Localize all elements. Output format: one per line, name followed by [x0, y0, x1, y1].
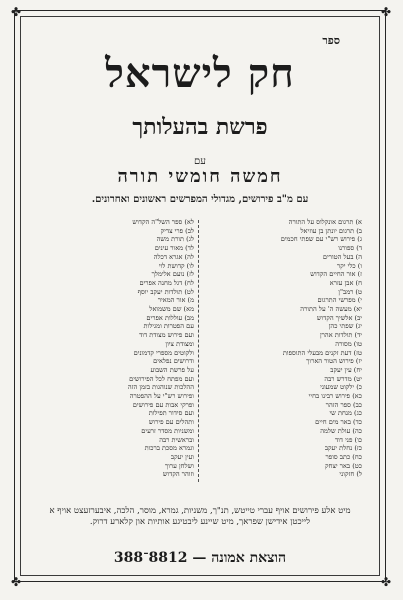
commentary-list-right	[202, 218, 362, 490]
list-item: יח) עין יעקב	[330, 365, 362, 374]
list-item: מ) אור המאיר	[157, 296, 194, 305]
list-item: ומשניות מסדר זרעים	[141, 426, 194, 435]
list-item: ועין יעקב	[170, 452, 194, 461]
list-item: לח) דגל מחנה אפרים	[139, 278, 194, 287]
corner-ornament-icon: ✤	[380, 5, 392, 19]
list-item: כג) מנחת שי	[329, 409, 362, 418]
commentaries-subtitle: עם מ"ב פירושים, מגדולי המפרשים ראשונים ואחרונים.	[91, 194, 309, 205]
list-item: ג) פירוש רש"י עם שפתי חכמים	[280, 235, 362, 244]
sefer-label: ספר	[322, 34, 340, 47]
list-item: כד) באר מים חיים	[315, 418, 362, 427]
list-item: ועם מפתח לכל הפירושים	[129, 374, 194, 383]
column-divider	[198, 220, 199, 482]
list-item: ולקוטים מספרי קדמונים	[133, 348, 194, 357]
list-item: כא) פירוש רבינו בחיי	[308, 392, 362, 401]
chumash-title: חמשה חומשי תורה	[117, 166, 283, 187]
list-item: כז) נחלת יעקב	[324, 444, 362, 453]
list-item: מב) עוללות אפרים	[146, 313, 194, 322]
list-item: מא) שם משמואל	[149, 305, 194, 314]
list-item: ב) תרגום יונתן בן עוזיאל	[300, 226, 362, 235]
list-item: ושלחן ערוך	[164, 461, 194, 470]
list-item: כב) ספר הזהר	[325, 400, 362, 409]
list-item: וגמרא מסכת ברכות	[144, 444, 194, 453]
corner-ornament-icon: ✤	[10, 575, 22, 589]
corner-ornament-icon: ✤	[10, 5, 22, 19]
list-item: ועם פירוש מצודת דוד	[139, 331, 194, 340]
list-item: ודרושים נפלאים	[153, 357, 194, 366]
book-title: חק לישראל	[105, 50, 295, 97]
list-item: כו) פני דוד	[334, 435, 362, 444]
list-item: יט) מדרש רבה	[324, 374, 362, 383]
list-item: ועם סידור תפילות	[148, 409, 194, 418]
list-item: יג) שפתי כהן	[328, 322, 362, 331]
list-item: לד) מאור עינים	[154, 244, 194, 253]
list-item: ט) רמב"ן	[338, 287, 362, 296]
list-item: ה) בעל הטורים	[322, 252, 362, 261]
list-item: יד) תולדות אהרן	[319, 331, 362, 340]
list-item: לא) ספר השל"ה הקדוש	[132, 218, 194, 226]
list-item: ופירוש רש"י על ההפטרה	[129, 392, 194, 401]
list-item: לט) תולדות יעקב יוסף	[137, 287, 194, 296]
list-item: יא) מעשה ה' על התורה	[300, 305, 362, 314]
list-item: טו) מסורה	[335, 339, 362, 348]
list-item: ו) כלי יקר	[337, 261, 362, 270]
list-item: לז) נועם אלימלך	[151, 270, 194, 279]
list-item: טז) דעת זקנים מבעלי התוספות	[282, 348, 362, 357]
list-item: לב) פרי צדיק	[160, 226, 194, 235]
list-item: כה) עולת שלמה	[320, 426, 362, 435]
publisher-line: הוצאת אמונה — 8812־388	[113, 550, 287, 566]
list-item: ז) אור החיים הקדוש	[310, 270, 362, 279]
list-item: ח) אבן עזרא	[329, 278, 362, 287]
list-item: ומצודת ציון	[165, 339, 194, 348]
corner-ornament-icon: ✤	[380, 575, 392, 589]
list-item: א) תרגום אונקלוס על התורה	[288, 218, 362, 226]
list-item: יב) אלשיך הקדוש	[316, 313, 362, 322]
list-item: ובראשית רבה	[159, 435, 194, 444]
list-item: עם הפטרות ומגילות	[143, 322, 194, 331]
im-label: עם	[194, 156, 206, 167]
list-item: ההלכות שנוהגות בזמן הזה	[127, 383, 194, 392]
commentary-list-left	[34, 218, 194, 490]
list-item: כט) באר יצחק	[325, 461, 362, 470]
list-item: ל) חזקוני	[339, 470, 362, 479]
list-item: יז) פירוש הטור הארוך	[306, 357, 362, 366]
parasha-title: פרשת בהעלותך	[132, 114, 268, 140]
list-item: לג) תורת משה	[156, 235, 194, 244]
list-item: י) מפרשי התרגום	[317, 296, 362, 305]
list-item: לה) אגרא דכלה	[153, 252, 194, 261]
list-item: על פרשת השבוע	[150, 365, 194, 374]
list-item: ותהלים עם פירוש	[148, 418, 194, 427]
list-item: וזוהר הקדוש	[162, 470, 194, 479]
footer-note: מיט אלע פירושים אויף עברי טייטש, תנ"ך, משניות, גמרא, מוסר, הלכה, איבערזעצט אויף א לייכטן אידישן שפראך, מיט שיינע ליבטיגע אותיות און קלארע דרוק.	[49, 506, 351, 527]
list-item: ופרקי אבות עם פירושים	[132, 400, 194, 409]
list-item: לו) קדושת לוי	[158, 261, 194, 270]
list-item: כח) כתב סופר	[325, 452, 362, 461]
list-item: ד) ספורנו	[338, 244, 362, 253]
list-item: כ) ילקוט שמעוני	[320, 383, 362, 392]
